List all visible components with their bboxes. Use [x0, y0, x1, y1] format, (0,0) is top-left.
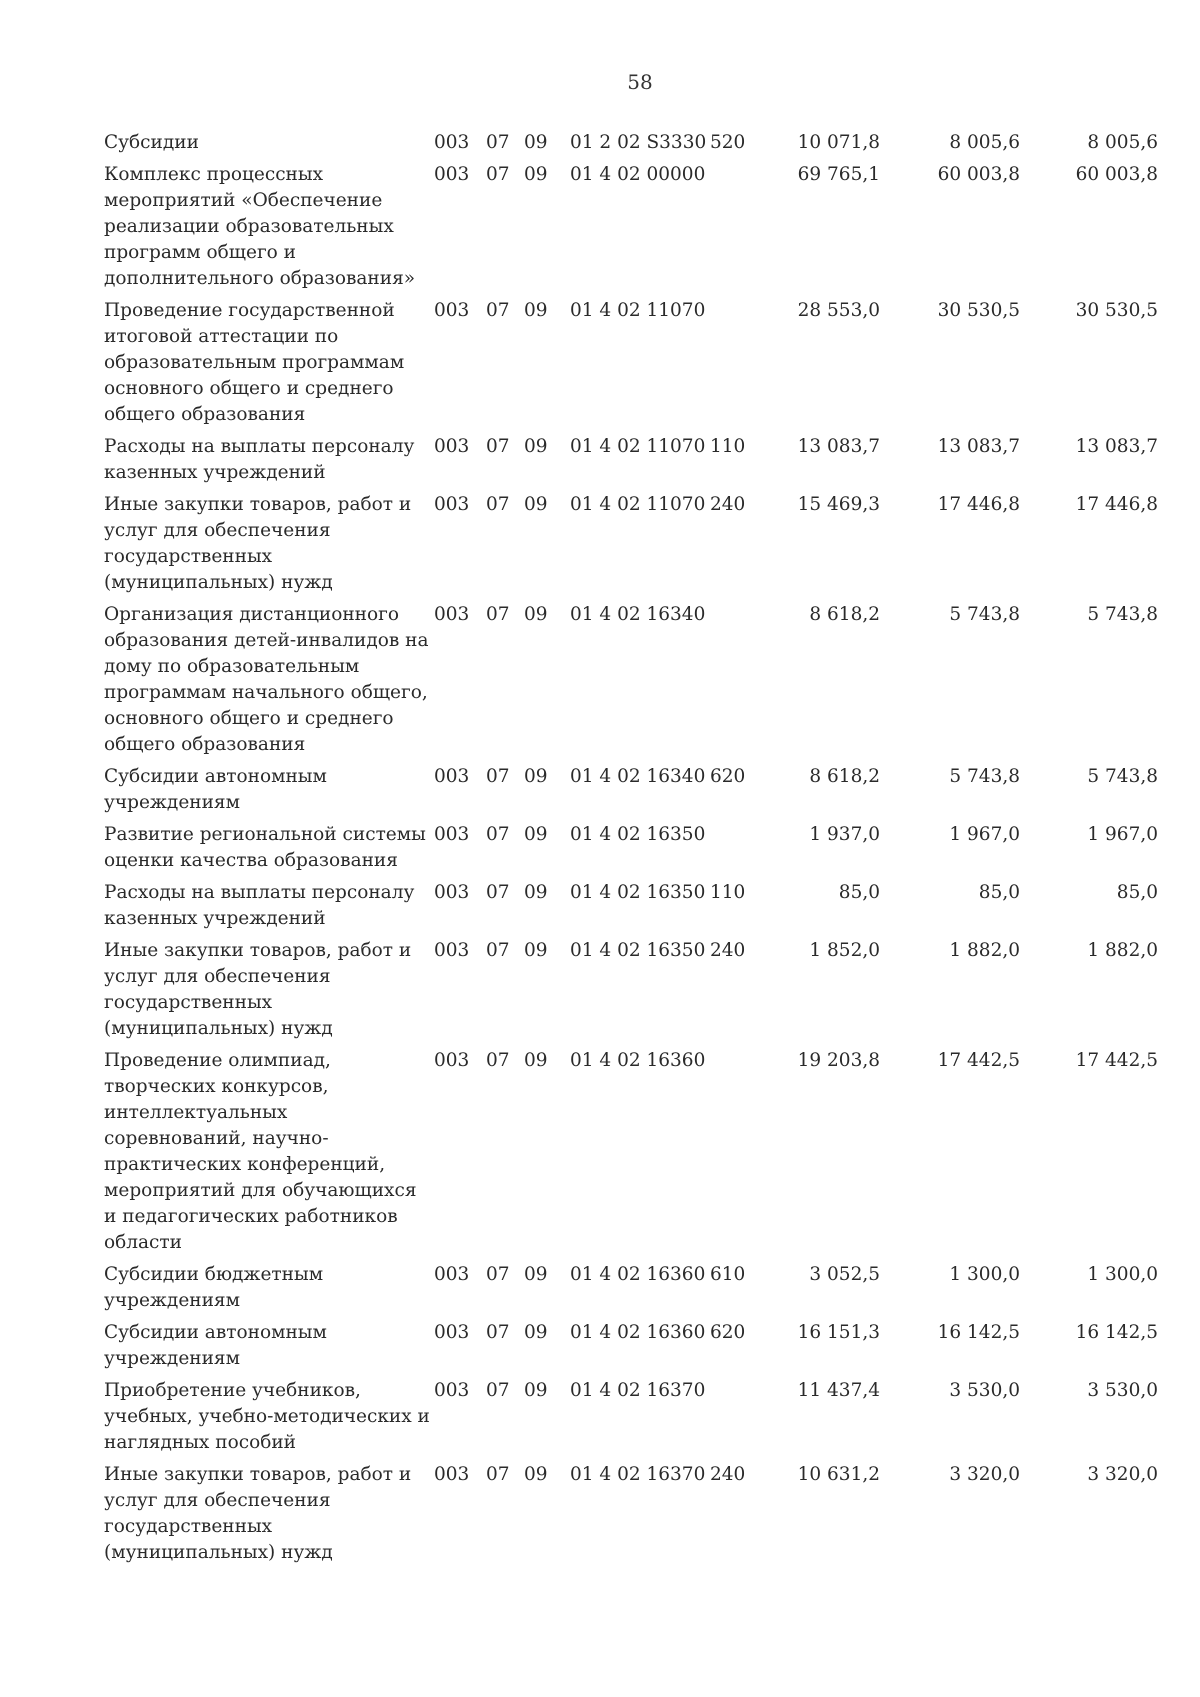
row-section-code: 07	[486, 1264, 510, 1285]
row-target-code: 01 4 02 16340	[570, 604, 706, 625]
row-target-code: 01 4 02 16360	[570, 1322, 706, 1343]
row-admin-code: 003	[434, 882, 470, 903]
row-amount-2: 5 743,8	[949, 766, 1020, 787]
row-admin-code: 003	[434, 494, 470, 515]
row-amount-1: 28 553,0	[797, 300, 880, 321]
row-subsection-code: 09	[524, 494, 548, 515]
row-expense-kind	[710, 1378, 768, 1462]
table-row	[104, 434, 1158, 492]
row-expense-kind: 610	[710, 1264, 746, 1285]
row-section-code: 07	[486, 164, 510, 185]
row-section-code: 07	[486, 132, 510, 153]
row-expense-kind: 110	[710, 882, 746, 903]
row-amount-2: 5 743,8	[949, 604, 1020, 625]
row-subsection-code: 09	[524, 882, 548, 903]
budget-table-body	[104, 130, 1158, 1572]
row-target-code: 01 4 02 11070	[570, 300, 706, 321]
table-row	[104, 938, 1158, 1048]
row-subsection-code: 09	[524, 604, 548, 625]
row-amount-2: 8 005,6	[949, 132, 1020, 153]
row-amount-3: 60 003,8	[1075, 164, 1158, 185]
row-amount-2: 17 442,5	[937, 1050, 1020, 1071]
row-admin-code: 003	[434, 1322, 470, 1343]
row-amount-1: 1 937,0	[809, 824, 880, 845]
row-amount-2: 1 967,0	[949, 824, 1020, 845]
table-row	[104, 130, 1158, 162]
row-expense-kind	[710, 162, 768, 298]
row-section-code: 07	[486, 1322, 510, 1343]
row-expense-kind	[710, 602, 768, 764]
row-name: Развитие региональной системы оценки качества образования	[104, 824, 426, 871]
row-target-code: 01 4 02 16360	[570, 1264, 706, 1285]
row-name: Субсидии	[104, 132, 199, 153]
row-amount-1: 8 618,2	[809, 604, 880, 625]
row-amount-1: 3 052,5	[809, 1264, 880, 1285]
row-name: Расходы на выплаты персоналу казенных учреждений	[104, 882, 415, 929]
row-subsection-code: 09	[524, 1380, 548, 1401]
row-amount-1: 1 852,0	[809, 940, 880, 961]
row-name: Субсидии автономным учреждениям	[104, 766, 327, 813]
row-section-code: 07	[486, 604, 510, 625]
row-target-code: 01 4 02 11070	[570, 436, 706, 457]
row-admin-code: 003	[434, 1380, 470, 1401]
table-row	[104, 880, 1158, 938]
table-row	[104, 1262, 1158, 1320]
row-amount-1: 16 151,3	[797, 1322, 880, 1343]
row-target-code: 01 4 02 11070	[570, 494, 706, 515]
row-amount-2: 1 300,0	[949, 1264, 1020, 1285]
row-target-code: 01 4 02 16370	[570, 1380, 706, 1401]
row-target-code: 01 2 02 S3330	[570, 132, 707, 153]
row-subsection-code: 09	[524, 766, 548, 787]
row-amount-1: 85,0	[838, 882, 880, 903]
row-admin-code: 003	[434, 1464, 470, 1485]
row-amount-1: 15 469,3	[797, 494, 880, 515]
row-target-code: 01 4 02 16350	[570, 882, 706, 903]
row-amount-2: 60 003,8	[937, 164, 1020, 185]
budget-table	[104, 130, 1158, 1572]
page-number: 58	[627, 70, 653, 94]
row-amount-3: 1 967,0	[1087, 824, 1158, 845]
row-amount-3: 8 005,6	[1087, 132, 1158, 153]
row-subsection-code: 09	[524, 940, 548, 961]
row-admin-code: 003	[434, 300, 470, 321]
row-amount-3: 5 743,8	[1087, 766, 1158, 787]
row-amount-3: 1 882,0	[1087, 940, 1158, 961]
table-row	[104, 1320, 1158, 1378]
row-expense-kind: 620	[710, 1322, 746, 1343]
row-amount-3: 30 530,5	[1075, 300, 1158, 321]
row-section-code: 07	[486, 1050, 510, 1071]
row-target-code: 01 4 02 16350	[570, 940, 706, 961]
row-section-code: 07	[486, 1464, 510, 1485]
row-expense-kind	[710, 822, 768, 880]
row-name: Субсидии автономным учреждениям	[104, 1322, 327, 1369]
row-amount-2: 13 083,7	[937, 436, 1020, 457]
row-subsection-code: 09	[524, 1050, 548, 1071]
table-row	[104, 764, 1158, 822]
row-amount-2: 30 530,5	[937, 300, 1020, 321]
row-admin-code: 003	[434, 436, 470, 457]
table-row	[104, 162, 1158, 298]
row-expense-kind	[710, 298, 768, 434]
row-expense-kind: 520	[710, 132, 746, 153]
row-admin-code: 003	[434, 766, 470, 787]
row-admin-code: 003	[434, 164, 470, 185]
table-row	[104, 298, 1158, 434]
table-row	[104, 1462, 1158, 1572]
row-section-code: 07	[486, 824, 510, 845]
row-expense-kind: 240	[710, 1464, 746, 1485]
row-admin-code: 003	[434, 132, 470, 153]
row-amount-3: 16 142,5	[1075, 1322, 1158, 1343]
table-row	[104, 1048, 1158, 1262]
row-name: Проведение олимпиад, творческих конкурсов, интеллектуальных соревнований, научно-практических конференций, мероприятий для обучающихся и педагогических работников области	[104, 1050, 417, 1253]
table-row	[104, 1378, 1158, 1462]
row-subsection-code: 09	[524, 436, 548, 457]
row-subsection-code: 09	[524, 1322, 548, 1343]
row-amount-3: 3 320,0	[1087, 1464, 1158, 1485]
row-name: Приобретение учебников, учебных, учебно-методических и наглядных пособий	[104, 1380, 430, 1453]
row-section-code: 07	[486, 766, 510, 787]
row-amount-3: 17 446,8	[1075, 494, 1158, 515]
row-name: Субсидии бюджетным учреждениям	[104, 1264, 324, 1311]
row-section-code: 07	[486, 940, 510, 961]
row-amount-1: 8 618,2	[809, 766, 880, 787]
row-amount-1: 10 071,8	[797, 132, 880, 153]
row-amount-1: 13 083,7	[797, 436, 880, 457]
row-target-code: 01 4 02 16340	[570, 766, 706, 787]
row-name: Расходы на выплаты персоналу казенных учреждений	[104, 436, 415, 483]
row-name: Иные закупки товаров, работ и услуг для обеспечения государственных (муниципальных) нужд	[104, 494, 412, 593]
row-amount-2: 17 446,8	[937, 494, 1020, 515]
row-section-code: 07	[486, 882, 510, 903]
row-admin-code: 003	[434, 604, 470, 625]
row-name: Комплекс процессных мероприятий «Обеспечение реализации образовательных программ общего и дополнительного образования»	[104, 164, 416, 289]
row-name: Иные закупки товаров, работ и услуг для обеспечения государственных (муниципальных) нужд	[104, 940, 412, 1039]
row-name: Проведение государственной итоговой аттестации по образовательным программам основного общего и среднего общего образования	[104, 300, 405, 425]
row-expense-kind	[710, 1048, 768, 1262]
row-subsection-code: 09	[524, 132, 548, 153]
row-section-code: 07	[486, 494, 510, 515]
row-amount-2: 3 530,0	[949, 1380, 1020, 1401]
row-amount-3: 1 300,0	[1087, 1264, 1158, 1285]
row-target-code: 01 4 02 16370	[570, 1464, 706, 1485]
row-target-code: 01 4 02 16360	[570, 1050, 706, 1071]
row-amount-1: 19 203,8	[797, 1050, 880, 1071]
row-amount-1: 69 765,1	[797, 164, 880, 185]
row-admin-code: 003	[434, 940, 470, 961]
row-name: Организация дистанционного образования детей-инвалидов на дому по образовательным программам начального общего, основного общего и среднего общего образования	[104, 604, 429, 755]
row-section-code: 07	[486, 1380, 510, 1401]
row-admin-code: 003	[434, 1264, 470, 1285]
row-expense-kind: 240	[710, 940, 746, 961]
table-row	[104, 492, 1158, 602]
row-admin-code: 003	[434, 1050, 470, 1071]
row-amount-3: 17 442,5	[1075, 1050, 1158, 1071]
row-amount-3: 5 743,8	[1087, 604, 1158, 625]
row-expense-kind: 620	[710, 766, 746, 787]
row-subsection-code: 09	[524, 300, 548, 321]
row-section-code: 07	[486, 436, 510, 457]
row-target-code: 01 4 02 16350	[570, 824, 706, 845]
row-amount-2: 1 882,0	[949, 940, 1020, 961]
row-expense-kind: 240	[710, 494, 746, 515]
row-subsection-code: 09	[524, 824, 548, 845]
row-admin-code: 003	[434, 824, 470, 845]
row-name: Иные закупки товаров, работ и услуг для обеспечения государственных (муниципальных) нужд	[104, 1464, 412, 1563]
row-target-code: 01 4 02 00000	[570, 164, 706, 185]
row-subsection-code: 09	[524, 1264, 548, 1285]
row-amount-3: 13 083,7	[1075, 436, 1158, 457]
row-amount-3: 85,0	[1116, 882, 1158, 903]
table-row	[104, 602, 1158, 764]
row-amount-1: 10 631,2	[797, 1464, 880, 1485]
row-expense-kind: 110	[710, 436, 746, 457]
row-subsection-code: 09	[524, 1464, 548, 1485]
row-amount-3: 3 530,0	[1087, 1380, 1158, 1401]
table-row	[104, 822, 1158, 880]
row-amount-2: 85,0	[978, 882, 1020, 903]
row-amount-2: 3 320,0	[949, 1464, 1020, 1485]
row-subsection-code: 09	[524, 164, 548, 185]
row-amount-2: 16 142,5	[937, 1322, 1020, 1343]
row-section-code: 07	[486, 300, 510, 321]
row-amount-1: 11 437,4	[797, 1380, 880, 1401]
